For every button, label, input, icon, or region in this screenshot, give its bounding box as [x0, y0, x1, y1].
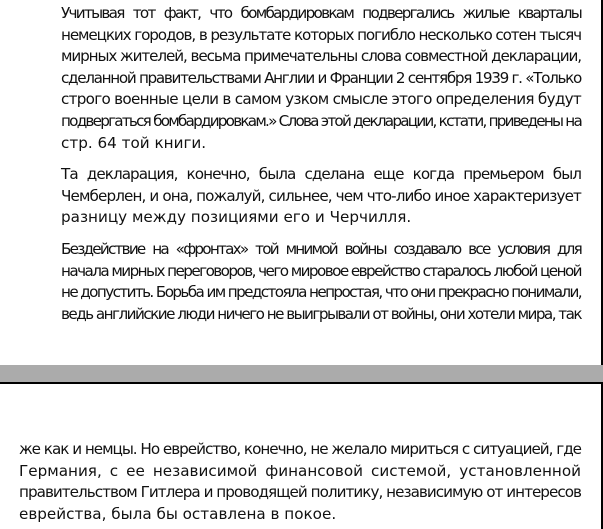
text-line: сделанной правительствами Англии и Франции 2 сентября 1939 г. «Только	[61, 68, 581, 87]
text-line: ведь английские люди ничего не выигрывали от войны, они хотели мира, так	[61, 304, 581, 323]
text-line: же как и немцы. Но еврейство, конечно, не желало мириться с ситуацией, где	[19, 440, 581, 458]
text-line: начала мирных переговоров, чего мировое еврейство старалось любой ценой	[61, 261, 581, 280]
paragraph-2	[19, 164, 581, 229]
text-line: подвергаться бомбардировкам.» Слова этой декларации, кстати, приведены на	[61, 111, 581, 130]
paragraph-3	[19, 239, 581, 325]
text-line: мирных жителей, весьма примечательны слова совместной декларации,	[61, 47, 581, 66]
document-page-bottom	[0, 382, 603, 529]
text-line: разницу между позициями его и Черчилля.	[61, 208, 412, 227]
text-line: правительством Гитлера и проводящей политику, независимую от интересов	[19, 483, 581, 502]
text-line: немецких городов, в результате которых погибло несколько сотен тысяч	[61, 25, 581, 44]
text-line: Учитывая тот факт, что бомбардировкам подвергались жилые кварталы	[61, 4, 581, 22]
paragraph-3-continued	[19, 439, 581, 525]
text-line: еврейства, была бы оставлена в покое.	[19, 504, 337, 523]
text-line: Та декларация, конечно, была сделана еще когда премьером был	[61, 165, 581, 184]
paragraph-1	[19, 3, 581, 154]
text-line: Германия, с ее независимой финансовой системой, установленной	[19, 461, 581, 480]
text-line: строго военные цели в самом узком смысле этого определения будут	[61, 90, 581, 109]
text-line: не допустить. Борьба им предстояла непростая, что они прекрасно понимали,	[61, 283, 581, 302]
page-gap	[0, 365, 603, 382]
text-line: Чемберлен, и она, пожалуй, сильнее, чем что-либо иное характеризует	[61, 186, 581, 205]
text-line: Бездействие на «фронтах» той мнимой войны создавало все условия для	[61, 239, 581, 258]
text-line: стр. 64 той книги.	[61, 133, 207, 152]
